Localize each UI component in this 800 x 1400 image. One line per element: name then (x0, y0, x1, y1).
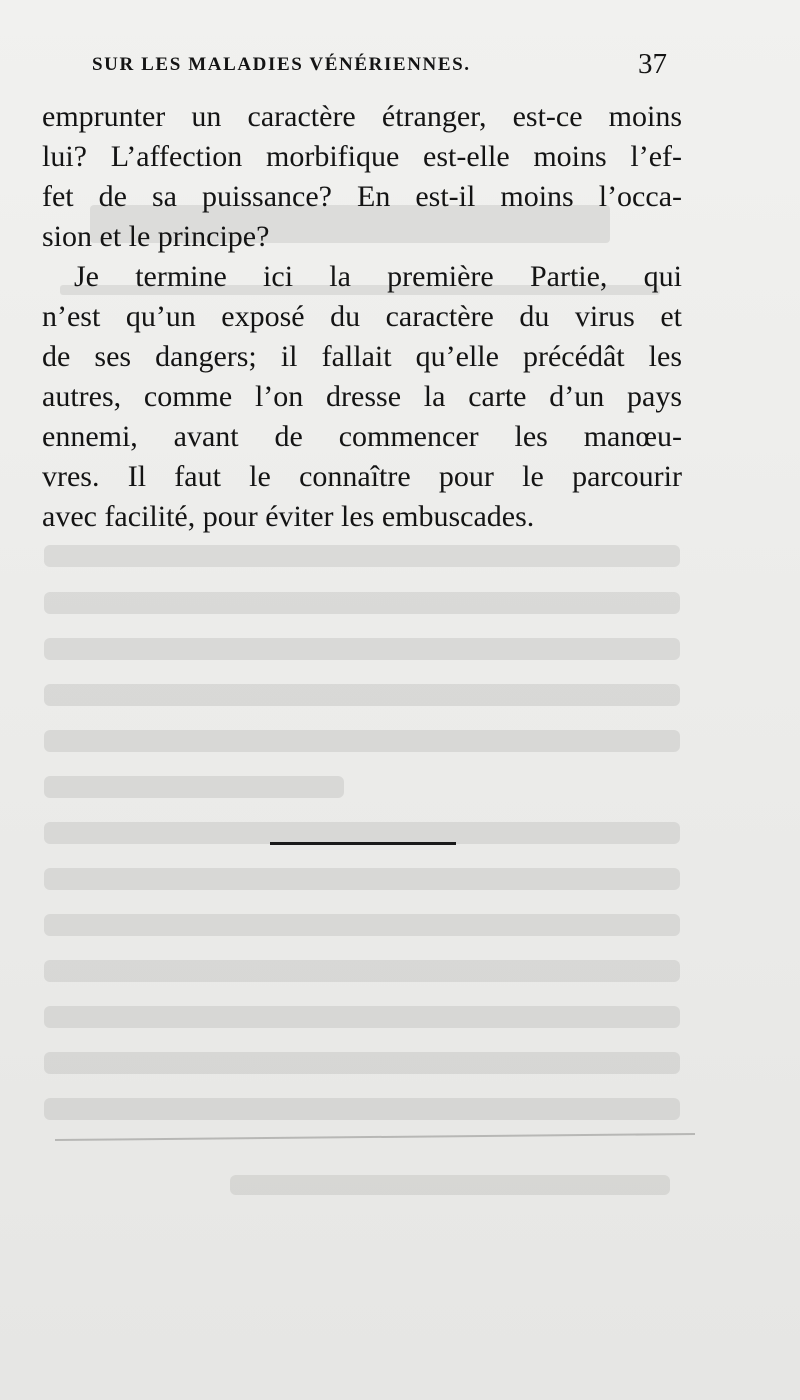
text-line: Je termine ici la première Partie, qui (74, 260, 682, 293)
text-line: autres, comme l’on dresse la carte d’un pays (42, 380, 682, 413)
text-line: vres. Il faut le connaître pour le parcourir (42, 460, 682, 493)
section-divider-rule (270, 842, 456, 845)
text-line: fet de sa puissance? En est-il moins l’occa- (42, 180, 682, 213)
running-header (92, 48, 682, 84)
text-line: ennemi, avant de commencer les manœu- (42, 420, 682, 453)
paragraph-2 (42, 257, 682, 537)
text-line: n’est qu’un exposé du caractère du virus et (42, 300, 682, 333)
paragraph-1 (42, 97, 682, 257)
page-number: 37 (638, 48, 667, 80)
text-line: emprunter un caractère étranger, est-ce moins (42, 100, 682, 133)
body-text (42, 97, 682, 537)
text-line: avec facilité, pour éviter les embuscades. (42, 500, 535, 533)
text-line: sion et le principe? (42, 220, 270, 253)
running-head-title: SUR LES MALADIES VÉNÉRIENNES. (92, 54, 471, 75)
text-line: de ses dangers; il fallait qu’elle précédât les (42, 340, 682, 373)
text-line: lui? L’affection morbifique est-elle moins l’ef- (42, 140, 682, 173)
